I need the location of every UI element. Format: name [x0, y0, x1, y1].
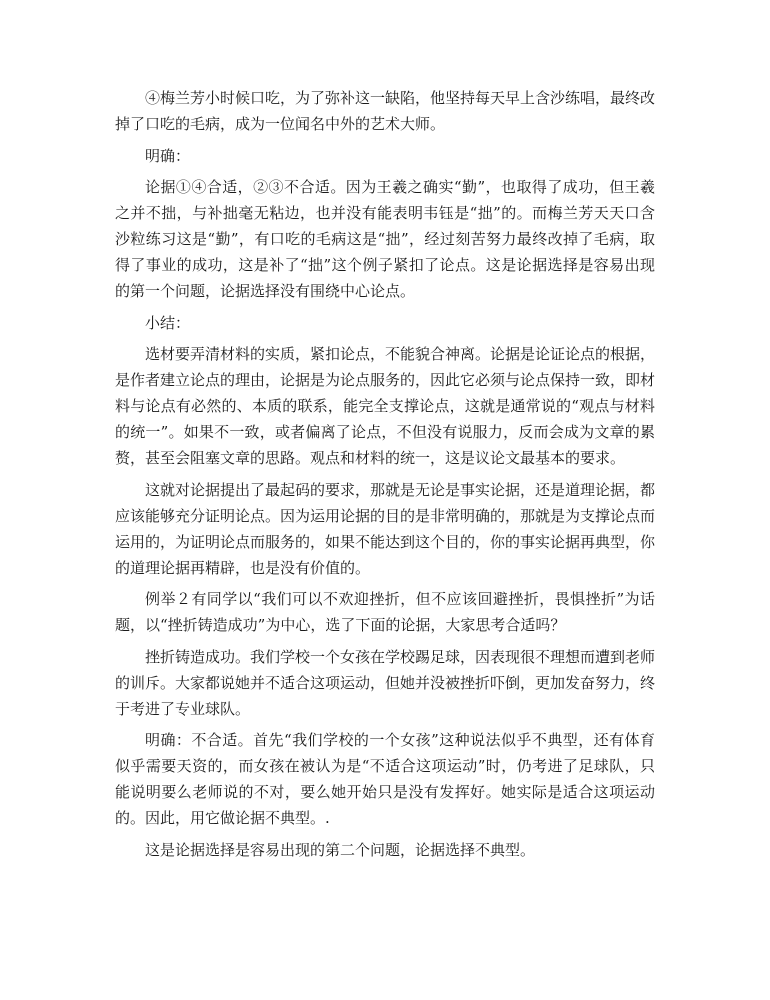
paragraph-summary-label: 小结： [145, 313, 191, 332]
paragraph-example-2: 例举２有同学以“我们可以不欢迎挫折，但不应该回避挫折，畏惧挫折”为话题，以“挫折铸造成功”为中心，选了下面的论据，大家思考合适吗？ [115, 590, 655, 634]
paragraph-conclusion: 这是论据选择是容易出现的第二个问题，论据选择不典型。 [145, 840, 536, 859]
document-body [115, 85, 655, 868]
paragraph-requirement: 这就对论据提出了最起码的要求，那就是无论是事实论据，还是道理论据，都应该能够充分证明论点。因为运用论据的目的是非常明确的，那就是为支撑论点而运用的，为证明论点而服务的，如果不能达到这个目的，你的事实论据再典型，你的道理论据再精辟，也是没有价值的。 [115, 480, 656, 577]
paragraph-summary-text: 选材要弄清材料的实质，紧扣论点，不能貌合神离。论据是论证论点的根据，是作者建立论点的理由，论据是为论点服务的，因此它必须与论点保持一致，即材料与论点有必然的、本质的联系，能完全支撑论点，这就是通常说的“观点与材料的统一”。如果不一致，或者偏离了论点，不但没有说服力，反而会成为文章的累赘，甚至会阻塞文章的思路。观点和材料的统一，这是议论文最基本的要求。 [115, 345, 656, 467]
paragraph-meilanfang-example: ④梅兰芳小时候口吃，为了弥补这一缺陷，他坚持每天早上含沙练唱，最终改掉了口吃的毛病，成为一位闻名中外的艺术大师。 [115, 89, 656, 133]
paragraph-clarify-analysis: 论据①④合适，②③不合适。因为王羲之确实“勤”，也取得了成功，但王羲之并不拙，与补拙毫无粘边，也并没有能表明韦钰是“拙”的。而梅兰芳天天口含沙粒练习这是“勤”，有口吃的毛病这是“拙”，经过刻苦努力最终改掉了毛病，取得了事业的成功，这是补了“拙”这个例子紧扣了论点。这是论据选择是容易出现的第一个问题，论据选择没有围绕中心论点。 [115, 178, 655, 300]
paragraph-clarify-label: 明确： [145, 146, 191, 165]
paragraph-example-2-material: 挫折铸造成功。我们学校一个女孩在学校踢足球，因表现很不理想而遭到老师的训斥。大家都说她并不适合这项运动，但她并没被挫折吓倒，更加发奋努力，终于考进了专业球队。 [115, 647, 656, 718]
paragraph-example-2-clarify: 明确：不合适。首先“我们学校的一个女孩”这种说法似乎不典型，还有体育似乎需要天资的，而女孩在被认为是“不适合这项运动”时，仍考进了足球队，只能说明要么老师说的不对，要么她开始只是没有发挥好。她实际是适合这项运动的。因此，用它做论据不典型。. [115, 731, 655, 827]
